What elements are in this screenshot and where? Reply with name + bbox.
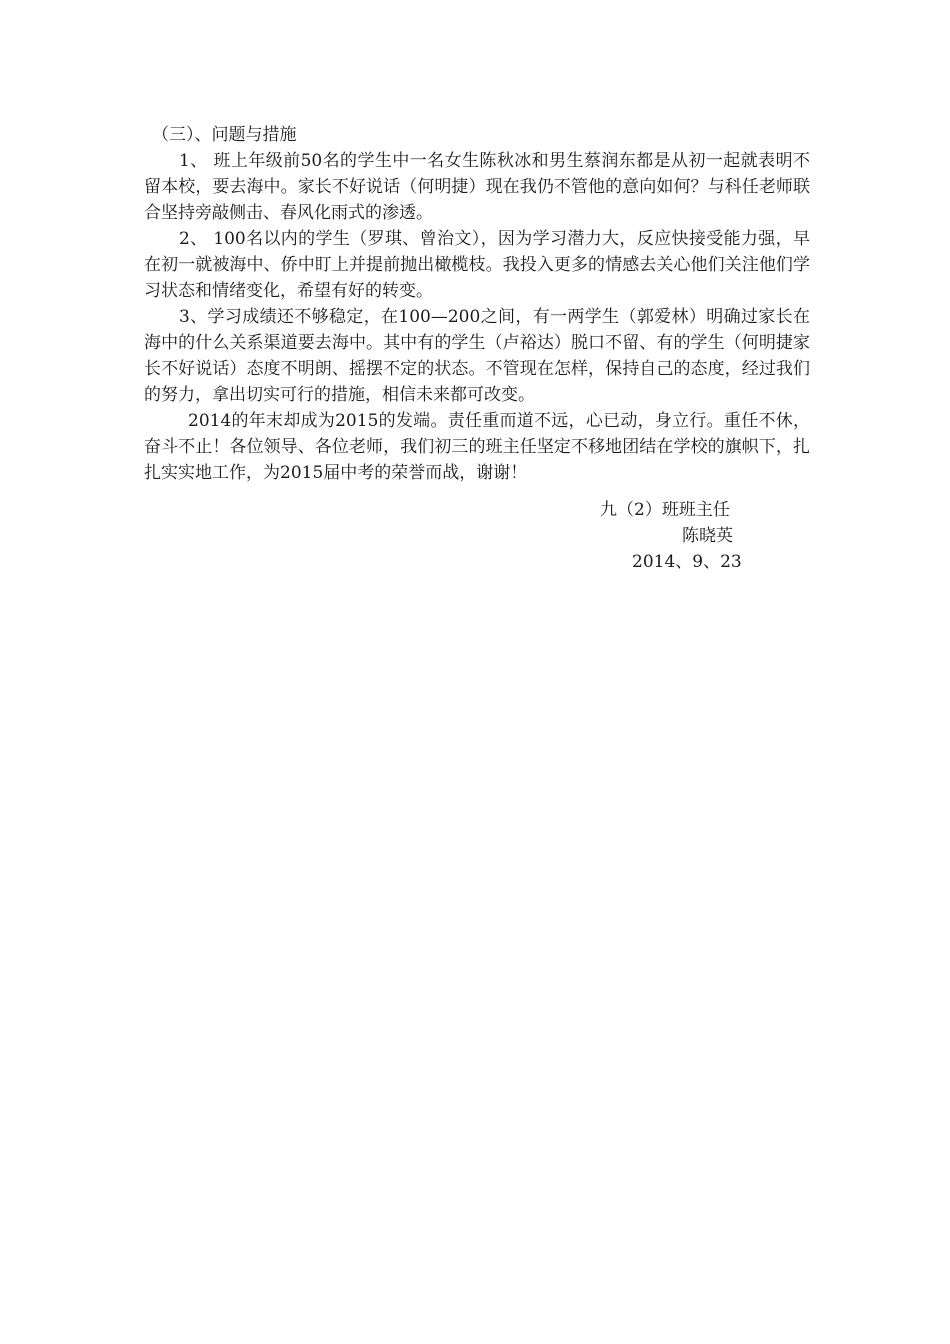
- measure-item-3: 3、学习成绩还不够稳定，在100—200之间，有一两学生（郭爱林）明确过家长在海中的什么关系渠道要去海中。其中有的学生（卢裕达）脱口不留、有的学生（何明捷家长不好说话）态度不明朗、摇摆不定的状态。不管现在怎样，保持自己的态度，经过我们的努力，拿出切实可行的措施，相信未来都可改变。: [144, 307, 810, 405]
- signature-date: 2014、9、23: [632, 552, 742, 572]
- measure-item-2: 2、 100名以内的学生（罗琪、曾治文），因为学习潜力大，反应快接受能力强，早在初一就被海中、侨中盯上并提前抛出橄榄枝。我投入更多的情感去关心他们关注他们学习状态和情绪变化，希望有好的转变。: [144, 229, 810, 301]
- closing-paragraph: 2014的年末却成为2015的发端。责任重而道不远，心已动，身立行。重任不休，奋斗不止！各位领导、各位老师，我们初三的班主任坚定不移地团结在学校的旗帜下，扎扎实实地工作，为2015届中考的荣誉而战，谢谢！: [144, 411, 810, 483]
- measure-item-1: 1、 班上年级前50名的学生中一名女生陈秋冰和男生蔡润东都是从初一起就表明不留本校，要去海中。家长不好说话（何明捷）现在我仍不管他的意向如何？与科任老师联合坚持旁敲侧击、春风化雨式的渗透。: [144, 151, 810, 223]
- signature-name: 陈晓英: [682, 526, 733, 546]
- document-body: [144, 122, 810, 486]
- signature-block: [600, 497, 800, 575]
- section-heading: （三）、问题与措施: [152, 125, 297, 145]
- signature-title: 九（2）班班主任: [600, 500, 730, 520]
